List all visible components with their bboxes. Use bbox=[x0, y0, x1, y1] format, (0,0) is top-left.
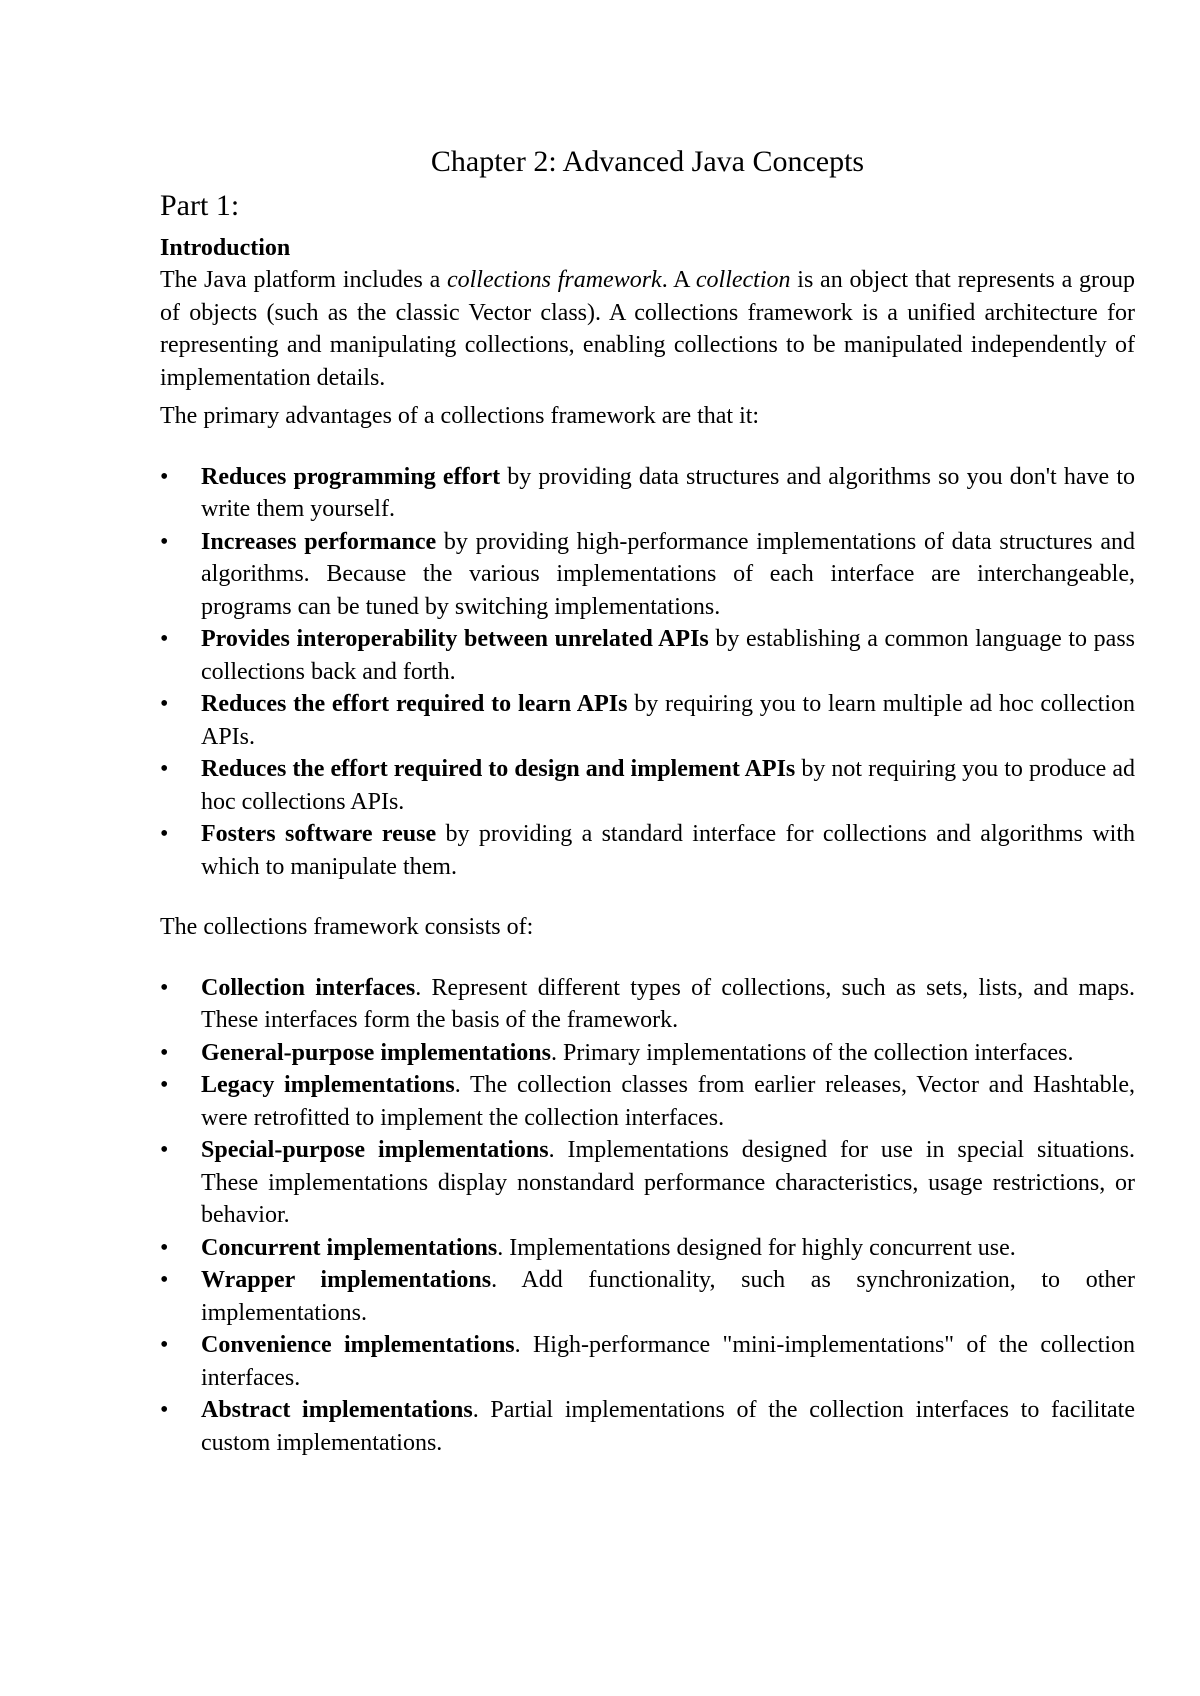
bullet-icon: • bbox=[160, 626, 169, 652]
bullet-icon: • bbox=[160, 1267, 169, 1293]
list-item bbox=[160, 1069, 1135, 1134]
bullet-icon: • bbox=[160, 821, 169, 847]
components-list bbox=[160, 972, 1135, 1460]
list-item bbox=[160, 818, 1135, 883]
bullet-icon: • bbox=[160, 463, 169, 490]
list-item bbox=[160, 526, 1135, 624]
item-text: . Implementations designed for highly concurrent use. bbox=[497, 1234, 1016, 1261]
item-text: . Represent different types of collections, such as sets, lists, and maps. These interfaces form the basis of the framework. bbox=[201, 974, 1136, 1033]
item-bold: Provides interoperability between unrelated APIs bbox=[201, 626, 709, 652]
list-item bbox=[160, 972, 1135, 1037]
intro-text-1: The Java platform includes a bbox=[160, 267, 447, 293]
list-item bbox=[160, 1394, 1135, 1459]
item-bold: Fosters software reuse bbox=[201, 821, 437, 847]
bullet-icon: • bbox=[160, 1072, 169, 1098]
list-item bbox=[160, 753, 1135, 818]
bullet-icon: • bbox=[160, 974, 169, 1001]
item-text: . Primary implementations of the collection interfaces. bbox=[550, 1039, 1074, 1066]
list-item bbox=[160, 688, 1135, 753]
advantages-intro: The primary advantages of a collections framework are that it: bbox=[160, 403, 760, 429]
bullet-icon: • bbox=[160, 1039, 169, 1066]
item-bold: Collection interfaces bbox=[201, 974, 416, 1001]
item-text: . High-performance "mini-implementations" of the collection interfaces. bbox=[201, 1332, 1136, 1391]
item-bold: Concurrent implementations bbox=[201, 1234, 498, 1261]
item-bold: General-purpose implementations bbox=[201, 1039, 551, 1066]
item-text: . Partial implementations of the collection interfaces to facilitate custom implementations. bbox=[201, 1397, 1135, 1456]
bullet-icon: • bbox=[160, 1234, 169, 1261]
item-bold: Reduces the effort required to design and implement APIs bbox=[201, 756, 796, 782]
intro-text-2: . A bbox=[661, 267, 696, 293]
list-item bbox=[160, 1037, 1135, 1070]
bullet-icon: • bbox=[160, 528, 169, 555]
list-item bbox=[160, 1232, 1135, 1265]
item-text: by providing data structures and algorithms so you don't have to write them yourself. bbox=[201, 463, 1135, 522]
item-text: by providing high-performance implementations of data structures and algorithms. Because the various implementations of each interface are interchangeable, programs can be tuned by switching implementations. bbox=[201, 528, 1136, 620]
item-bold: Wrapper implementations bbox=[201, 1267, 492, 1293]
item-text: by requiring you to learn multiple ad hoc collection APIs. bbox=[201, 691, 1136, 750]
bullet-icon: • bbox=[160, 1332, 169, 1358]
intro-text-3: is an object that represents a group of objects (such as the classic Vector class). A collections framework is a unified architecture for representing and manipulating collections, enabling collections to be manipulated independently of implementation details. bbox=[160, 267, 1135, 391]
item-text: by providing a standard interface for collections and algorithms with which to manipulate them. bbox=[201, 821, 1135, 880]
list-item bbox=[160, 1329, 1135, 1394]
consists-intro: The collections framework consists of: bbox=[160, 914, 534, 940]
chapter-title: Chapter 2: Advanced Java Concepts bbox=[430, 145, 865, 178]
intro-italic-collection: collection bbox=[695, 267, 791, 293]
part-title: Part 1: bbox=[160, 189, 240, 222]
item-text: . Implementations designed for use in special situations. These implementations display nonstandard performance characteristics, usage restrictions, or behavior. bbox=[201, 1137, 1135, 1228]
list-item bbox=[160, 1264, 1135, 1329]
item-bold: Reduces programming effort bbox=[201, 463, 501, 490]
list-item bbox=[160, 1134, 1135, 1232]
document-page bbox=[160, 140, 1135, 1459]
item-bold: Reduces the effort required to learn APIs bbox=[201, 691, 628, 717]
bullet-icon: • bbox=[160, 756, 169, 782]
intro-paragraph bbox=[160, 264, 1135, 394]
item-text: by not requiring you to produce ad hoc collections APIs. bbox=[201, 756, 1135, 815]
intro-italic-collections-framework: collections framework bbox=[446, 267, 662, 293]
item-bold: Special-purpose implementations bbox=[201, 1137, 549, 1163]
advantages-list bbox=[160, 461, 1135, 884]
bullet-icon: • bbox=[160, 1397, 169, 1423]
item-bold: Legacy implementations bbox=[201, 1072, 455, 1098]
item-text: by establishing a common language to pass collections back and forth. bbox=[201, 626, 1136, 685]
introduction-heading: Introduction bbox=[160, 235, 291, 261]
item-bold: Abstract implementations bbox=[201, 1397, 473, 1423]
item-text: . Add functionality, such as synchronization, to other implementations. bbox=[201, 1267, 1136, 1326]
list-item bbox=[160, 623, 1135, 688]
bullet-icon: • bbox=[160, 691, 169, 717]
list-item bbox=[160, 461, 1135, 526]
item-bold: Convenience implementations bbox=[201, 1332, 515, 1358]
item-text: . The collection classes from earlier releases, Vector and Hashtable, were retrofitted to implement the collection interfaces. bbox=[201, 1072, 1135, 1131]
item-bold: Increases performance bbox=[201, 528, 437, 555]
bullet-icon: • bbox=[160, 1137, 169, 1163]
